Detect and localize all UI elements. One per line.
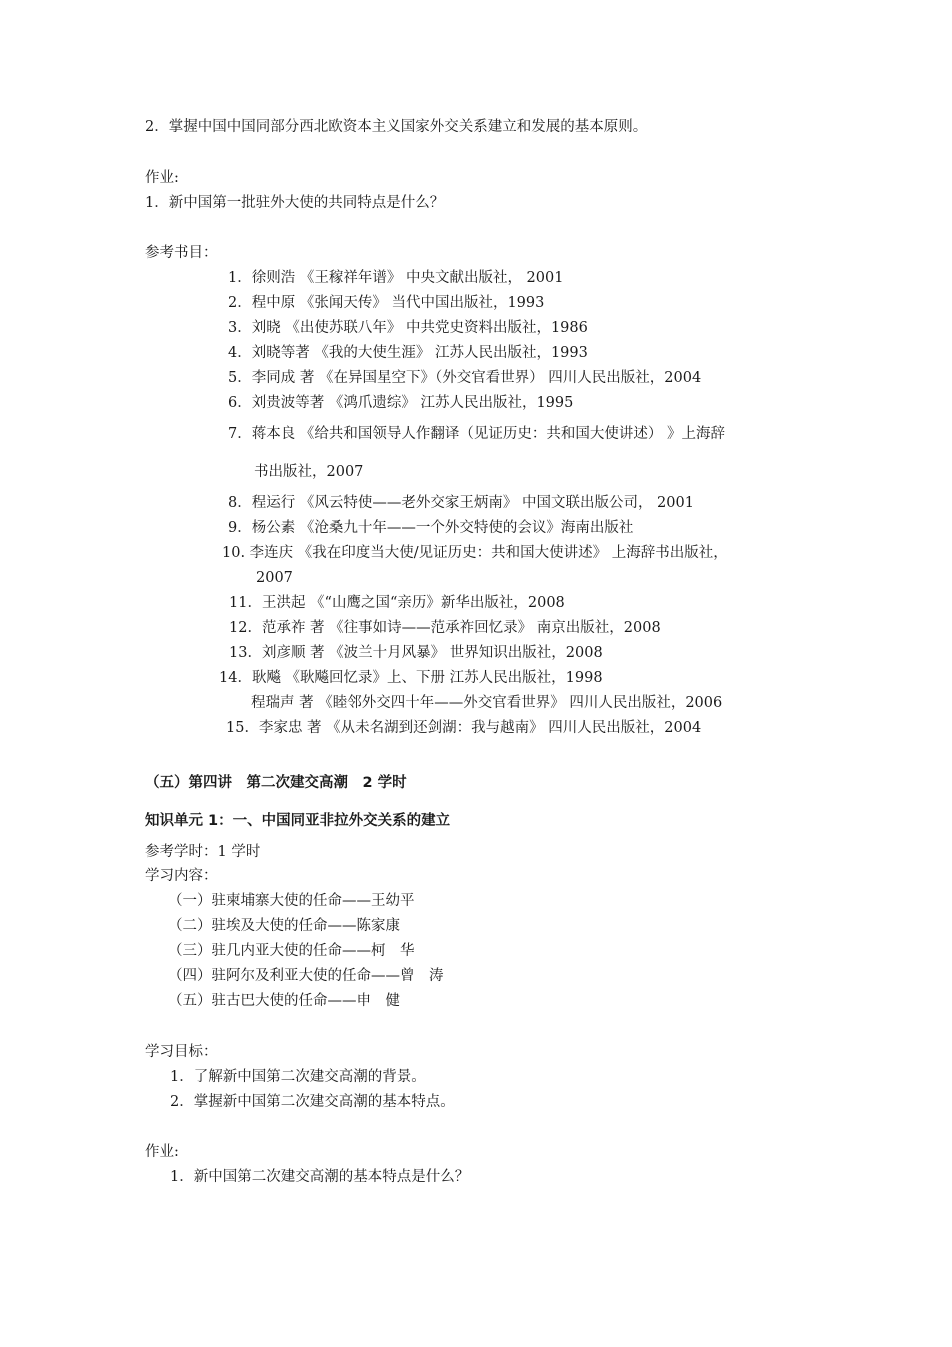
content-item: （二）驻埃及大使的任命——陈家康 <box>168 918 400 934</box>
reference-item: 12．范承祚 著 《往事如诗——范承祚回忆录》 南京出版社，2008 <box>229 620 661 636</box>
reference-item: 5．李同成 著 《在异国星空下》（外交官看世界） 四川人民出版社，2004 <box>228 370 702 386</box>
objective-2: 2．掌握中国中国同部分西北欧资本主义国家外交关系建立和发展的基本原则。 <box>145 119 648 135</box>
goal-item: 1．了解新中国第二次建交高潮的背景。 <box>170 1069 426 1085</box>
content-item: （三）驻几内亚大使的任命——柯 华 <box>168 943 415 959</box>
reference-item: 1．徐则浩 《王稼祥年谱》 中央文献出版社， 2001 <box>228 270 564 286</box>
reference-item: 10. 李连庆 《我在印度当大使/见证历史：共和国大使讲述》 上海辞书出版社， <box>222 545 728 561</box>
reference-item-continued: 书出版社，2007 <box>254 464 364 480</box>
content-item: （一）驻柬埔寨大使的任命——王幼平 <box>168 893 415 909</box>
goals-label: 学习目标： <box>145 1044 218 1060</box>
reference-item-continued: 2007 <box>256 570 293 586</box>
content-label: 学习内容： <box>145 868 218 884</box>
knowledge-unit-heading: 知识单元 1：一、中国同亚非拉外交关系的建立 <box>145 813 451 829</box>
homework-label: 作业: <box>145 1144 179 1160</box>
references-label: 参考书目： <box>145 245 218 261</box>
content-item: （五）驻古巴大使的任命——申 健 <box>168 993 400 1009</box>
reference-item: 4．刘晓等著 《我的大使生涯》 江苏人民出版社，1993 <box>228 345 588 361</box>
lecture-heading: （五）第四讲 第二次建交高潮 2 学时 <box>145 775 407 791</box>
reference-item-unnumbered: 程瑞声 著 《睦邻外交四十年——外交官看世界》 四川人民出版社，2006 <box>251 695 723 711</box>
reference-item: 14．耿飚 《耿飚回忆录》上、下册 江苏人民出版社，1998 <box>219 670 603 686</box>
homework-question: 1．新中国第二次建交高潮的基本特点是什么？ <box>170 1169 470 1185</box>
content-item: （四）驻阿尔及利亚大使的任命——曾 涛 <box>168 968 444 984</box>
homework-question-1: 1．新中国第一批驻外大使的共同特点是什么？ <box>145 195 445 211</box>
goal-item: 2．掌握新中国第二次建交高潮的基本特点。 <box>170 1094 455 1110</box>
reference-item: 13．刘彦顺 著 《波兰十月风暴》 世界知识出版社，2008 <box>229 645 603 661</box>
reference-item: 9．杨公素 《沧桑九十年——一个外交特使的会议》海南出版社 <box>228 520 634 536</box>
reference-item: 8．程运行 《风云特使——老外交家王炳南》 中国文联出版公司， 2001 <box>228 495 694 511</box>
reference-item: 15．李家忠 著 《从未名湖到还剑湖：我与越南》 四川人民出版社，2004 <box>226 720 702 736</box>
homework-label: 作业: <box>145 170 179 186</box>
reference-hours: 参考学时：1 学时 <box>145 844 261 860</box>
reference-item: 11．王洪起 《“山鹰之国“亲历》新华出版社，2008 <box>229 595 565 611</box>
reference-item: 7．蒋本良 《给共和国领导人作翻译（见证历史：共和国大使讲述） 》上海辞 <box>228 426 725 442</box>
reference-item: 6．刘贵波等著 《鸿爪遗综》 江苏人民出版社，1995 <box>228 395 574 411</box>
reference-item: 2．程中原 《张闻天传》 当代中国出版社，1993 <box>228 295 545 311</box>
reference-item: 3．刘晓 《出使苏联八年》 中共党史资料出版社，1986 <box>228 320 588 336</box>
